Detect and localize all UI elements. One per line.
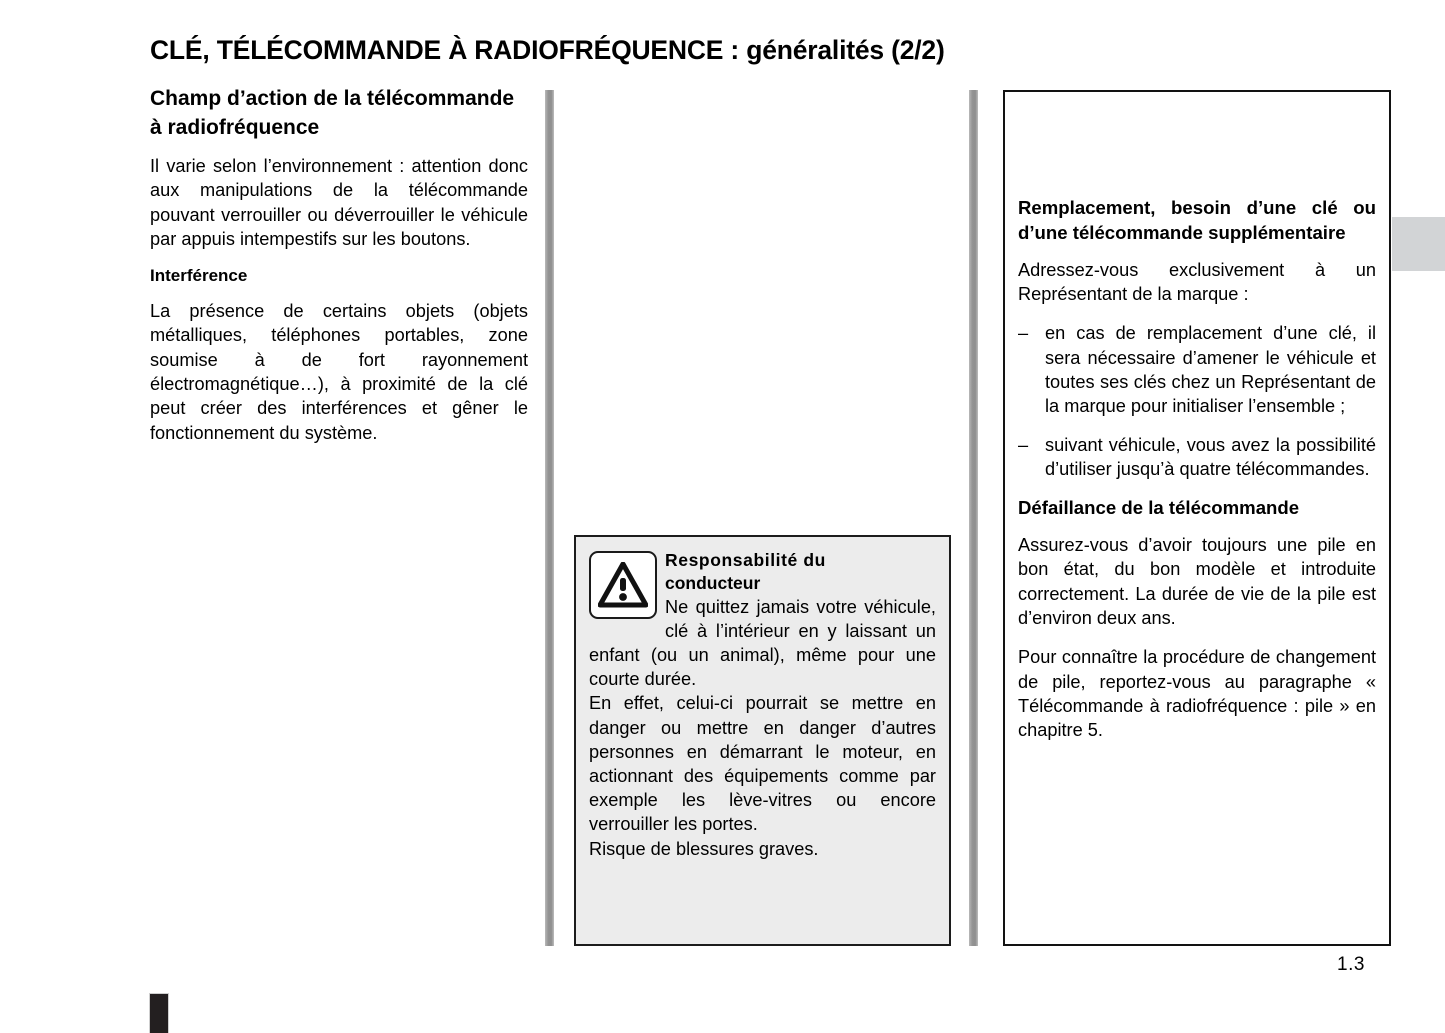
interference-paragraph: La présence de certains objets (objets métalliques, téléphones portables, zone soumise à de fort rayonnement électromagnétique…), à proximité de la clé peut créer des interférences et gêner le fonctionnement du système. [150,301,528,443]
right-heading-defaillance: Défaillance de la télécommande [1018,497,1300,519]
bullet-dash: – [1018,323,1029,344]
warning-paragraph-2: En effet, celui-ci pourrait se mettre en danger ou mettre en danger d’autres personnes en démarrant le moteur, en actionnant des équipements comme par exemple les lève-vitres ou encore verrouiller les portes. [589,693,936,835]
intro-paragraph: Il varie selon l’environnement : attention donc aux manipulations de la télécommande pouvant verrouiller ou déverrouiller le véhicule par appuis intempestifs sur les boutons. [150,155,528,249]
right-paragraph-1: Adressez-vous exclusivement à un Représentant de la marque : [1018,259,1376,305]
sub-heading-interference: Interférence [150,266,248,286]
right-paragraph-3: Pour connaître la procédure de changement de pile, reportez-vous au paragraphe « Télécommande à radiofréquence : pile » en chapitre 5. [1018,647,1376,741]
column-divider-left [545,90,554,946]
list-item-text: suivant véhicule, vous avez la possibilité d’utiliser jusqu’à quatre télécommandes. [1045,434,1376,479]
warning-heading-line-2: conducteur [665,572,761,593]
page-title: CLÉ, TÉLÉCOMMANDE À RADIOFRÉQUENCE : généralités (2/2) [150,35,945,65]
list-item [1018,321,1376,418]
warning-paragraph-1: Ne quittez jamais votre véhicule, clé à l’intérieur en y laissant un enfant (ou un animal), même pour une courte durée. [589,596,936,690]
list-item-text: en cas de remplacement d’une clé, il sera nécessaire d’amener le véhicule et toutes ses clés chez un Représentant de la marque pour initialiser l’ensemble ; [1045,323,1376,417]
bullet-dash: – [1018,434,1029,455]
page-number: 1.3 [1337,954,1365,975]
section-heading-champ-action: Champ d’action de la télécommande à radiofréquence [150,87,515,139]
registration-marker [149,993,169,1033]
chapter-thumb-tab [1392,217,1445,271]
warning-triangle-icon [589,551,657,619]
right-bullet-list [1018,321,1376,481]
column-divider-right [969,90,978,946]
list-item [1018,433,1376,482]
left-column [150,85,528,445]
right-paragraph-2: Assurez-vous d’avoir toujours une pile en bon état, du bon modèle et introduite correctement. La durée de vie de la pile est d’environ deux ans. [1018,535,1376,628]
warning-heading-line-1: Responsabilité du [665,550,826,570]
right-column [1018,196,1376,757]
warning-box [574,535,951,946]
right-heading-remplacement: Remplacement, besoin d’une clé ou d’une télécommande supplémentaire [1018,197,1376,243]
warning-paragraph-3: Risque de blessures graves. [589,838,819,859]
